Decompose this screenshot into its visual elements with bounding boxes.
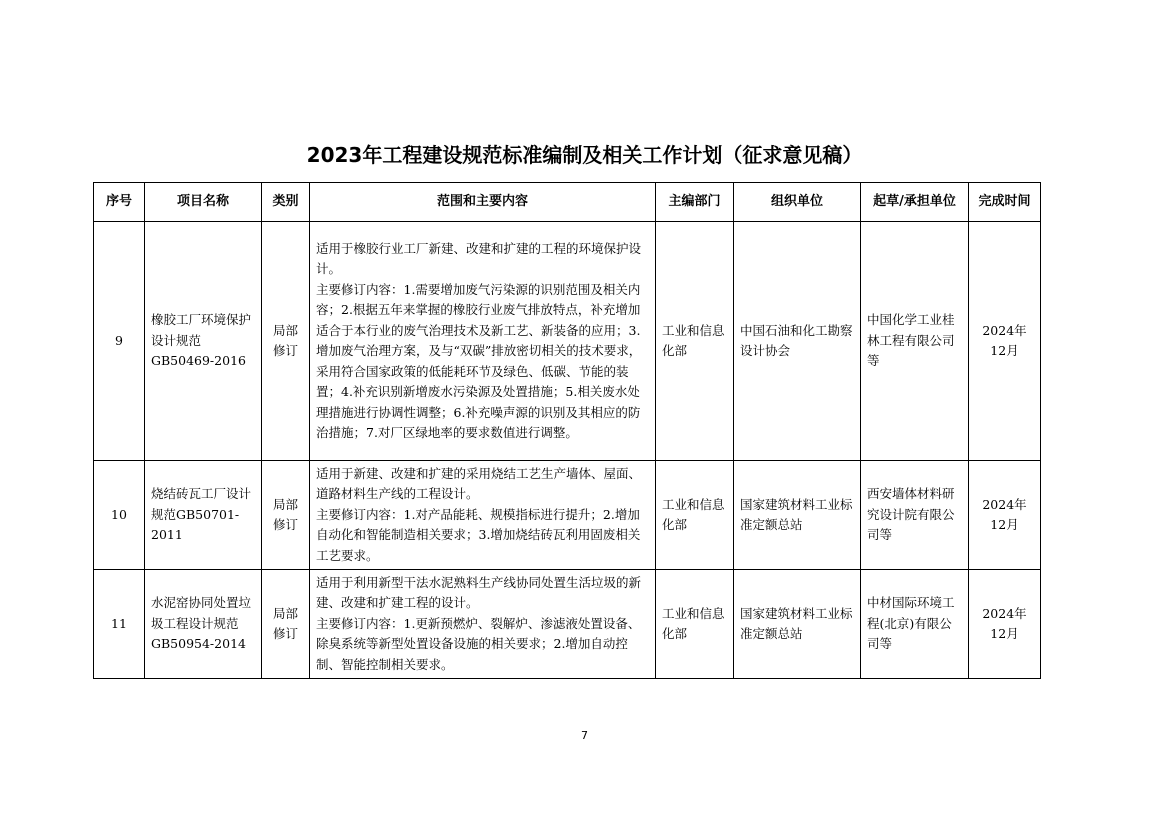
cell-scope	[310, 461, 656, 570]
cell-scope	[310, 570, 656, 679]
cell-dept: 工业和信息化部	[656, 570, 734, 679]
cell-no: 9	[94, 222, 145, 461]
header-category: 类别	[262, 183, 310, 222]
cell-name: 烧结砖瓦工厂设计规范GB50701-2011	[145, 461, 262, 570]
table-row	[94, 570, 1041, 679]
cell-drafter: 中国化学工业桂林工程有限公司等	[861, 222, 969, 461]
content-text: 主要修订内容：1.需要增加废气污染源的识别范围及相关内容；2.根据五年来掌握的橡胶行业废气排放特点，补充增加适合于本行业的废气治理技术及新工艺、新装备的应用；3.增加废气治理方案，及与“双碳”排放密切相关的技术要求，采用符合国家政策的低能耗环节及绿色、低碳、节能的装置；4.补充识别新增废水污染源及处置措施；5.相关废水处理措施进行协调性调整；6.补充噪声源的识别及其相应的防治措施；7.对厂区绿地率的要求数值进行调整。	[316, 281, 642, 440]
cell-name: 水泥窑协同处置垃圾工程设计规范GB50954-2014	[145, 570, 262, 679]
cell-drafter: 西安墙体材料研究设计院有限公司等	[861, 461, 969, 570]
cell-deadline: 2024年12月	[969, 570, 1041, 679]
header-deadline: 完成时间	[969, 183, 1041, 222]
scope-text: 适用于橡胶行业工厂新建、改建和扩建的工程的环境保护设计。	[316, 240, 642, 276]
cell-category: 局部修订	[262, 222, 310, 461]
header-org: 组织单位	[734, 183, 861, 222]
cell-category: 局部修订	[262, 461, 310, 570]
cell-dept: 工业和信息化部	[656, 222, 734, 461]
header-scope: 范围和主要内容	[310, 183, 656, 222]
cell-no: 10	[94, 461, 145, 570]
cell-drafter: 中材国际环境工程(北京)有限公司等	[861, 570, 969, 679]
page-number: 7	[581, 729, 588, 742]
table-header-row	[94, 183, 1041, 222]
scope-text: 适用于新建、改建和扩建的采用烧结工艺生产墙体、屋面、道路材料生产线的工程设计。	[316, 465, 642, 502]
header-name: 项目名称	[145, 183, 262, 222]
table-row	[94, 222, 1041, 461]
cell-category: 局部修订	[262, 570, 310, 679]
content-text: 主要修订内容：1.对产品能耗、规模指标进行提升；2.增加自动化和智能制造相关要求；3.增加烧结砖瓦利用固废相关工艺要求。	[316, 506, 641, 563]
cell-no: 11	[94, 570, 145, 679]
header-no: 序号	[94, 183, 145, 222]
header-drafter: 起草/承担单位	[861, 183, 969, 222]
cell-deadline: 2024年12月	[969, 222, 1041, 461]
cell-name: 橡胶工厂环境保护设计规范GB50469-2016	[145, 222, 262, 461]
table-row	[94, 461, 1041, 570]
cell-org: 国家建筑材料工业标准定额总站	[734, 461, 861, 570]
work-plan-table	[93, 182, 1041, 679]
header-dept: 主编部门	[656, 183, 734, 222]
cell-org: 国家建筑材料工业标准定额总站	[734, 570, 861, 679]
scope-text: 适用于利用新型干法水泥熟料生产线协同处置生活垃圾的新建、改建和扩建工程的设计。	[316, 574, 642, 611]
cell-scope	[310, 222, 656, 461]
cell-dept: 工业和信息化部	[656, 461, 734, 570]
cell-org: 中国石油和化工勘察设计协会	[734, 222, 861, 461]
cell-deadline: 2024年12月	[969, 461, 1041, 570]
content-text: 主要修订内容：1.更新预燃炉、裂解炉、渗滤液处置设备、除臭系统等新型处置设备设施的相关要求；2.增加自动控制、智能控制相关要求。	[316, 615, 641, 672]
page-title: 2023年工程建设规范标准编制及相关工作计划（征求意见稿）	[306, 143, 863, 167]
